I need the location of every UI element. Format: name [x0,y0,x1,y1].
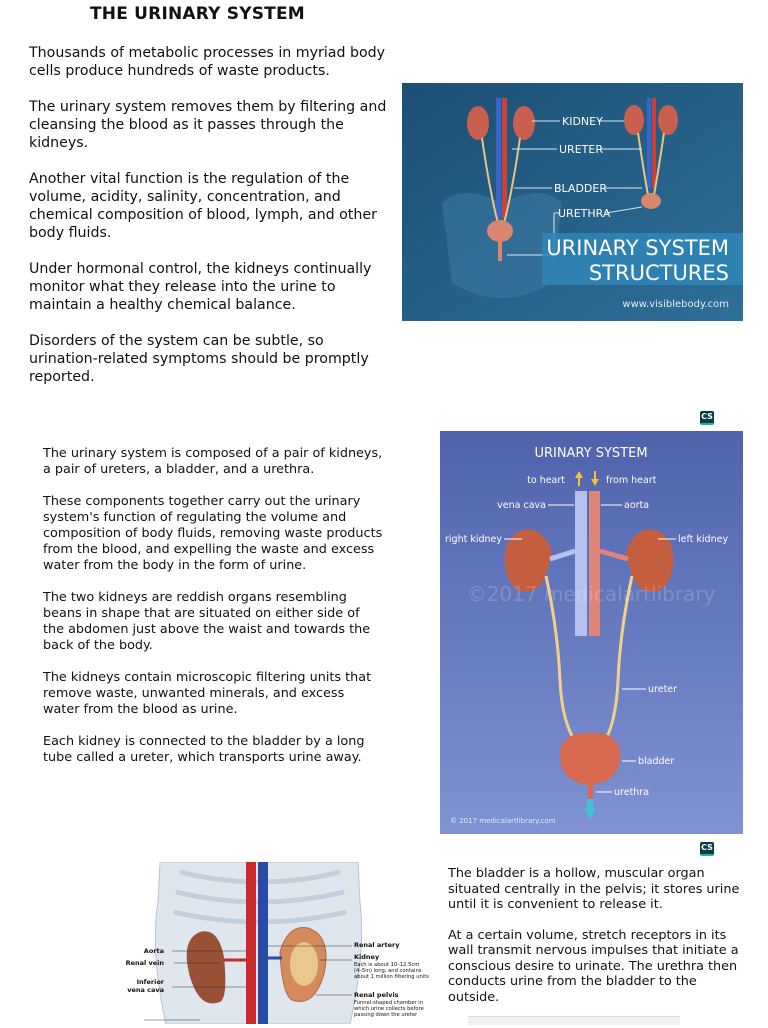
urinary-structures-illustration [402,83,743,321]
components-paragraph: The two kidneys are reddish organs resembling beans in shape that are situated on either side of the abdomen just above the waist and towards the back of the body. [43,590,371,653]
diagram-title: URINARY SYSTEM [534,446,648,461]
bladder-paragraph: At a certain volume, stretch receptors in its wall transmit nervous impulses that initiate a conscious desire to urinate. The urethra then conducts urine from the bladder to the outside. [448,927,739,1005]
renal-vein-label: Renal vein [125,959,164,967]
kidney-description: about 1 million filtering units [354,974,429,980]
renal-artery-label: Renal artery [354,941,400,949]
urinary-system-diagram [440,431,743,834]
intro-paragraph: Thousands of metabolic processes in myriad body cells produce hundreds of waste products. [29,45,386,79]
figure-caption-line2: STRUCTURES [588,261,729,285]
urinary-structures-figure [402,83,743,321]
right-kidney-label: right kidney [445,534,502,545]
urinary-system-illustration [440,431,743,834]
kidney-anatomy-illustration [120,862,442,1024]
kidney-label: KIDNEY [562,115,603,128]
renal-pelvis-label: Renal pelvis [354,991,399,999]
renal-pelvis-description: passing down the ureter [354,1012,418,1018]
diagram-watermark: ©2017 medicalartlibrary [466,582,716,606]
page-title: THE URINARY SYSTEM [90,4,305,24]
cs-badge: CS [700,411,714,425]
components-section [43,446,383,782]
figure-caption-line1: URINARY SYSTEM [546,236,729,260]
intro-paragraph: The urinary system removes them by filtering and cleansing the blood as it passes through the kidneys. [29,99,387,151]
bladder-paragraph: The bladder is a hollow, muscular organ situated centrally in the pelvis; it stores urine until it is convenient to release it. [448,866,740,912]
intro-paragraph: Under hormonal control, the kidneys continually monitor what they release into the urine to maintain a healthy chemical balance. [29,261,372,313]
cs-badge: CS [700,842,714,856]
intro-paragraph: Another vital function is the regulation of the volume, acidity, salinity, concentration, and chemical composition of blood, lymph, and other body fluids. [29,171,377,241]
bladder-label-2: bladder [638,756,675,767]
bladder-label: BLADDER [554,182,607,195]
components-paragraph: The urinary system is composed of a pair of kidneys, a pair of ureters, a bladder, and a urethra. [43,446,383,477]
figure-credit: www.visiblebody.com [622,299,729,310]
renal-pelvis-description: Funnel-shaped chamber in [354,1000,424,1006]
kidney-description: (4–5in) long, and contains [354,968,422,974]
to-heart-label: to heart [527,475,565,486]
bladder-section [448,866,744,1020]
ureter-label: URETER [559,143,603,156]
inferior-vena-cava-label: vena cava [127,986,164,994]
renal-pelvis-description: which urine collects before [354,1006,424,1012]
inferior-vena-cava-label: Inferior [136,978,164,986]
kidney-anatomy-figure [120,862,442,1024]
kidney-description: Each is about 10–12.5cm [354,962,420,968]
components-paragraph: Each kidney is connected to the bladder by a long tube called a ureter, which transports urine away. [43,734,365,765]
aorta-label: aorta [624,500,650,511]
urethra-label: URETHRA [558,207,611,220]
left-kidney-label: left kidney [678,534,729,545]
vena-cava-label: vena cava [497,500,546,511]
diagram-credit: © 2017 medicalartlibrary.com [450,817,556,825]
aorta-label-3: Aorta [143,947,164,955]
components-paragraph: These components together carry out the urinary system's function of regulating the volume and composition of body fluids, removing waste products from the blood, and expelling the waste and excess water from the body in the form of urine. [43,494,383,573]
intro-paragraph: Disorders of the system can be subtle, so urination-related symptoms should be promptly reported. [29,333,369,385]
ureter-label-2: ureter [648,684,678,695]
urethra-label-2: urethra [614,787,650,798]
components-paragraph: The kidneys contain microscopic filtering units that remove waste, unwanted minerals, and excess water from the blood as urine. [43,670,372,717]
intro-section [29,44,389,404]
from-heart-label: from heart [606,475,657,486]
kidney-label-3: Kidney [354,953,380,961]
